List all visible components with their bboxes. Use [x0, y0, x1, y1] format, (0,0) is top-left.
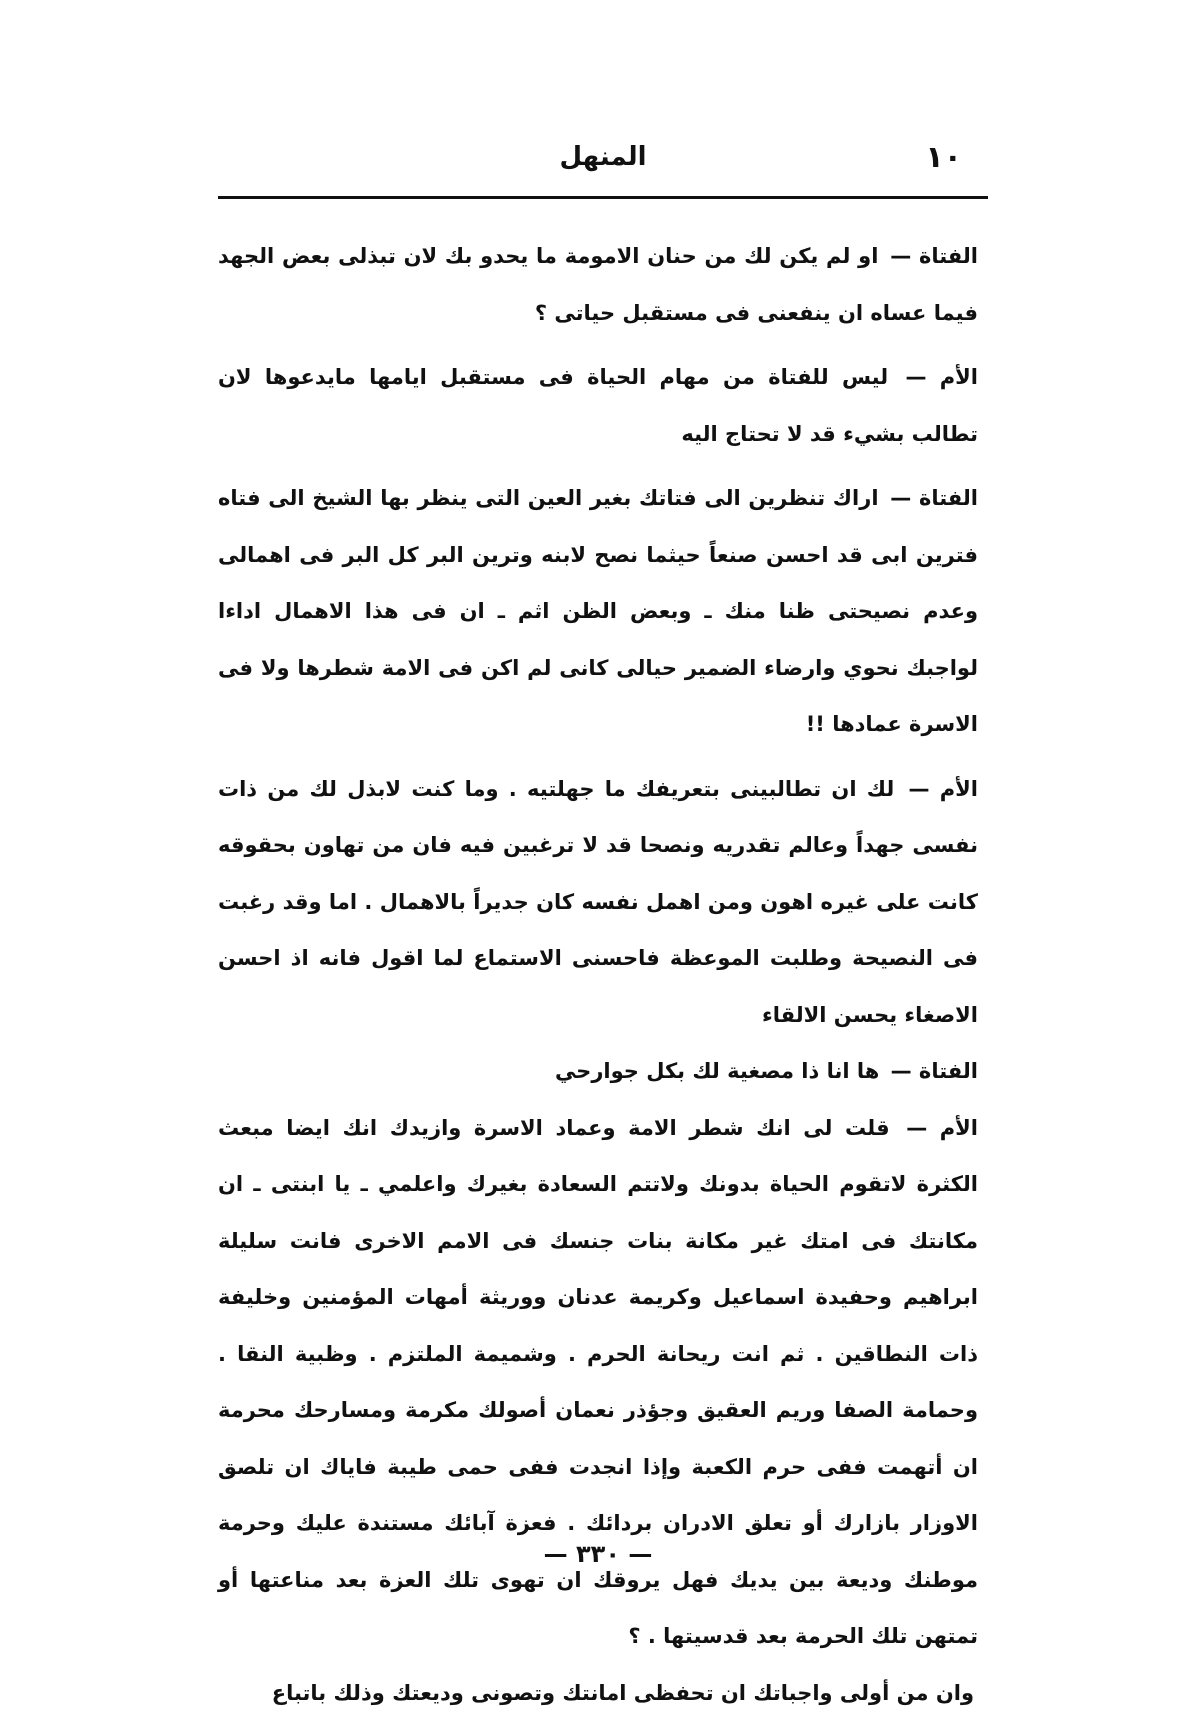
- body-text: [218, 228, 978, 1721]
- paragraph-text: قلت لى انك شطر الامة وعماد الاسرة وازيدك انك ايضا مبعث الكثرة لاتقوم الحياة بدونك ولاتتم السعادة بغيرك واعلمي ـ يا ابنتى ـ ان مكانتك فى امتك غير مكانة بنات جنسك فى الامم الاخرى فانت سليلة ابراهيم وحفيدة اسماعيل وكريمة عدنان ووريثة أمهات المؤمنين وخليفة ذات النطاقين . ثم انت ريحانة الحرم . وشميمة الملتزم . وظبية النقا . وحمامة الصفا وريم العقيق وجؤذر نعمان أصولك مكرمة ومسارحك محرمة ان أتهمت ففى حرم الكعبة وإذا انجدت ففى حمى طيبة فاياك ان تلصق الاوزار بازارك أو تعلق الادران بردائك . فعزة آبائك مستندة عليك وحرمة موطنك وديعة بين يديك فهل يروقك ان تهوى تلك العزة بعد مناعتها أو تمتهن تلك الحرمة بعد قدسيتها . ؟: [218, 1116, 978, 1649]
- paragraph-7: [218, 1665, 978, 1721]
- running-title: المنهل: [218, 142, 988, 172]
- paragraph-text: ليس للفتاة من مهام الحياة فى مستقبل ايامها مايدعوها لان تطالب بشيء قد لا تحتاج اليه: [218, 365, 978, 446]
- speaker-label: الأم —: [905, 777, 979, 801]
- speaker-label: الفتاة —: [886, 486, 978, 510]
- page-number: ١٠: [925, 140, 962, 175]
- paragraph-2: [218, 349, 978, 462]
- page-header: [218, 138, 988, 198]
- speaker-label: الفتاة —: [886, 244, 978, 268]
- page-folio: — ٣٣٠ —: [218, 1540, 978, 1568]
- header-rule: [218, 196, 988, 199]
- paragraph-5: [218, 1043, 978, 1100]
- paragraph-text: لك ان تطالبينى بتعريفك ما جهلتيه . وما كنت لابذل لك من ذات نفسى جهداً وعالم تقدريه ونصحا قد لا ترغبين فيه فان من تهاون بحقوقه كانت على غيره اهون ومن اهمل نفسه كان جديراً بالاهمال . اما وقد رغبت فى النصيحة وطلبت الموعظة فاحسنى الاستماع لما اقول فانه اذ احسن الاصغاء يحسن الالقاء: [218, 777, 978, 1027]
- paragraph-text: او لم يكن لك من حنان الامومة ما يحدو بك لان تبذلى بعض الجهد فيما عساه ان ينفعنى فى مستقبل حياتى ؟: [218, 244, 978, 325]
- paragraph-text: وان من أولى واجباتك ان تحفظى امانتك وتصونى وديعتك وذلك باتباع: [272, 1681, 974, 1705]
- speaker-label: الفتاة —: [887, 1059, 978, 1083]
- speaker-label: الأم —: [901, 365, 978, 389]
- paragraph-6: [218, 1100, 978, 1665]
- paragraph-1: [218, 228, 978, 341]
- paragraph-text: ها انا ذا مصغية لك بكل جوارحي: [555, 1059, 879, 1083]
- speaker-label: الأم —: [902, 1116, 978, 1140]
- speaker-label: [974, 1681, 978, 1705]
- paragraph-3: [218, 470, 978, 753]
- paragraph-text: اراك تنظرين الى فتاتك بغير العين التى ينظر بها الشيخ الى فتاه فترين ابى قد احسن صنعاً حيثما نصح لابنه وترين البر كل البر فى اهمالى وعدم نصيحتى ظنا منك ـ وبعض الظن اثم ـ ان فى هذا الاهمال اداءا لواجبك نحوي وارضاء الضمير حيالى كانى لم اكن فى الامة شطرها ولا فى الاسرة عمادها !!: [218, 486, 978, 736]
- paragraph-4: [218, 761, 978, 1044]
